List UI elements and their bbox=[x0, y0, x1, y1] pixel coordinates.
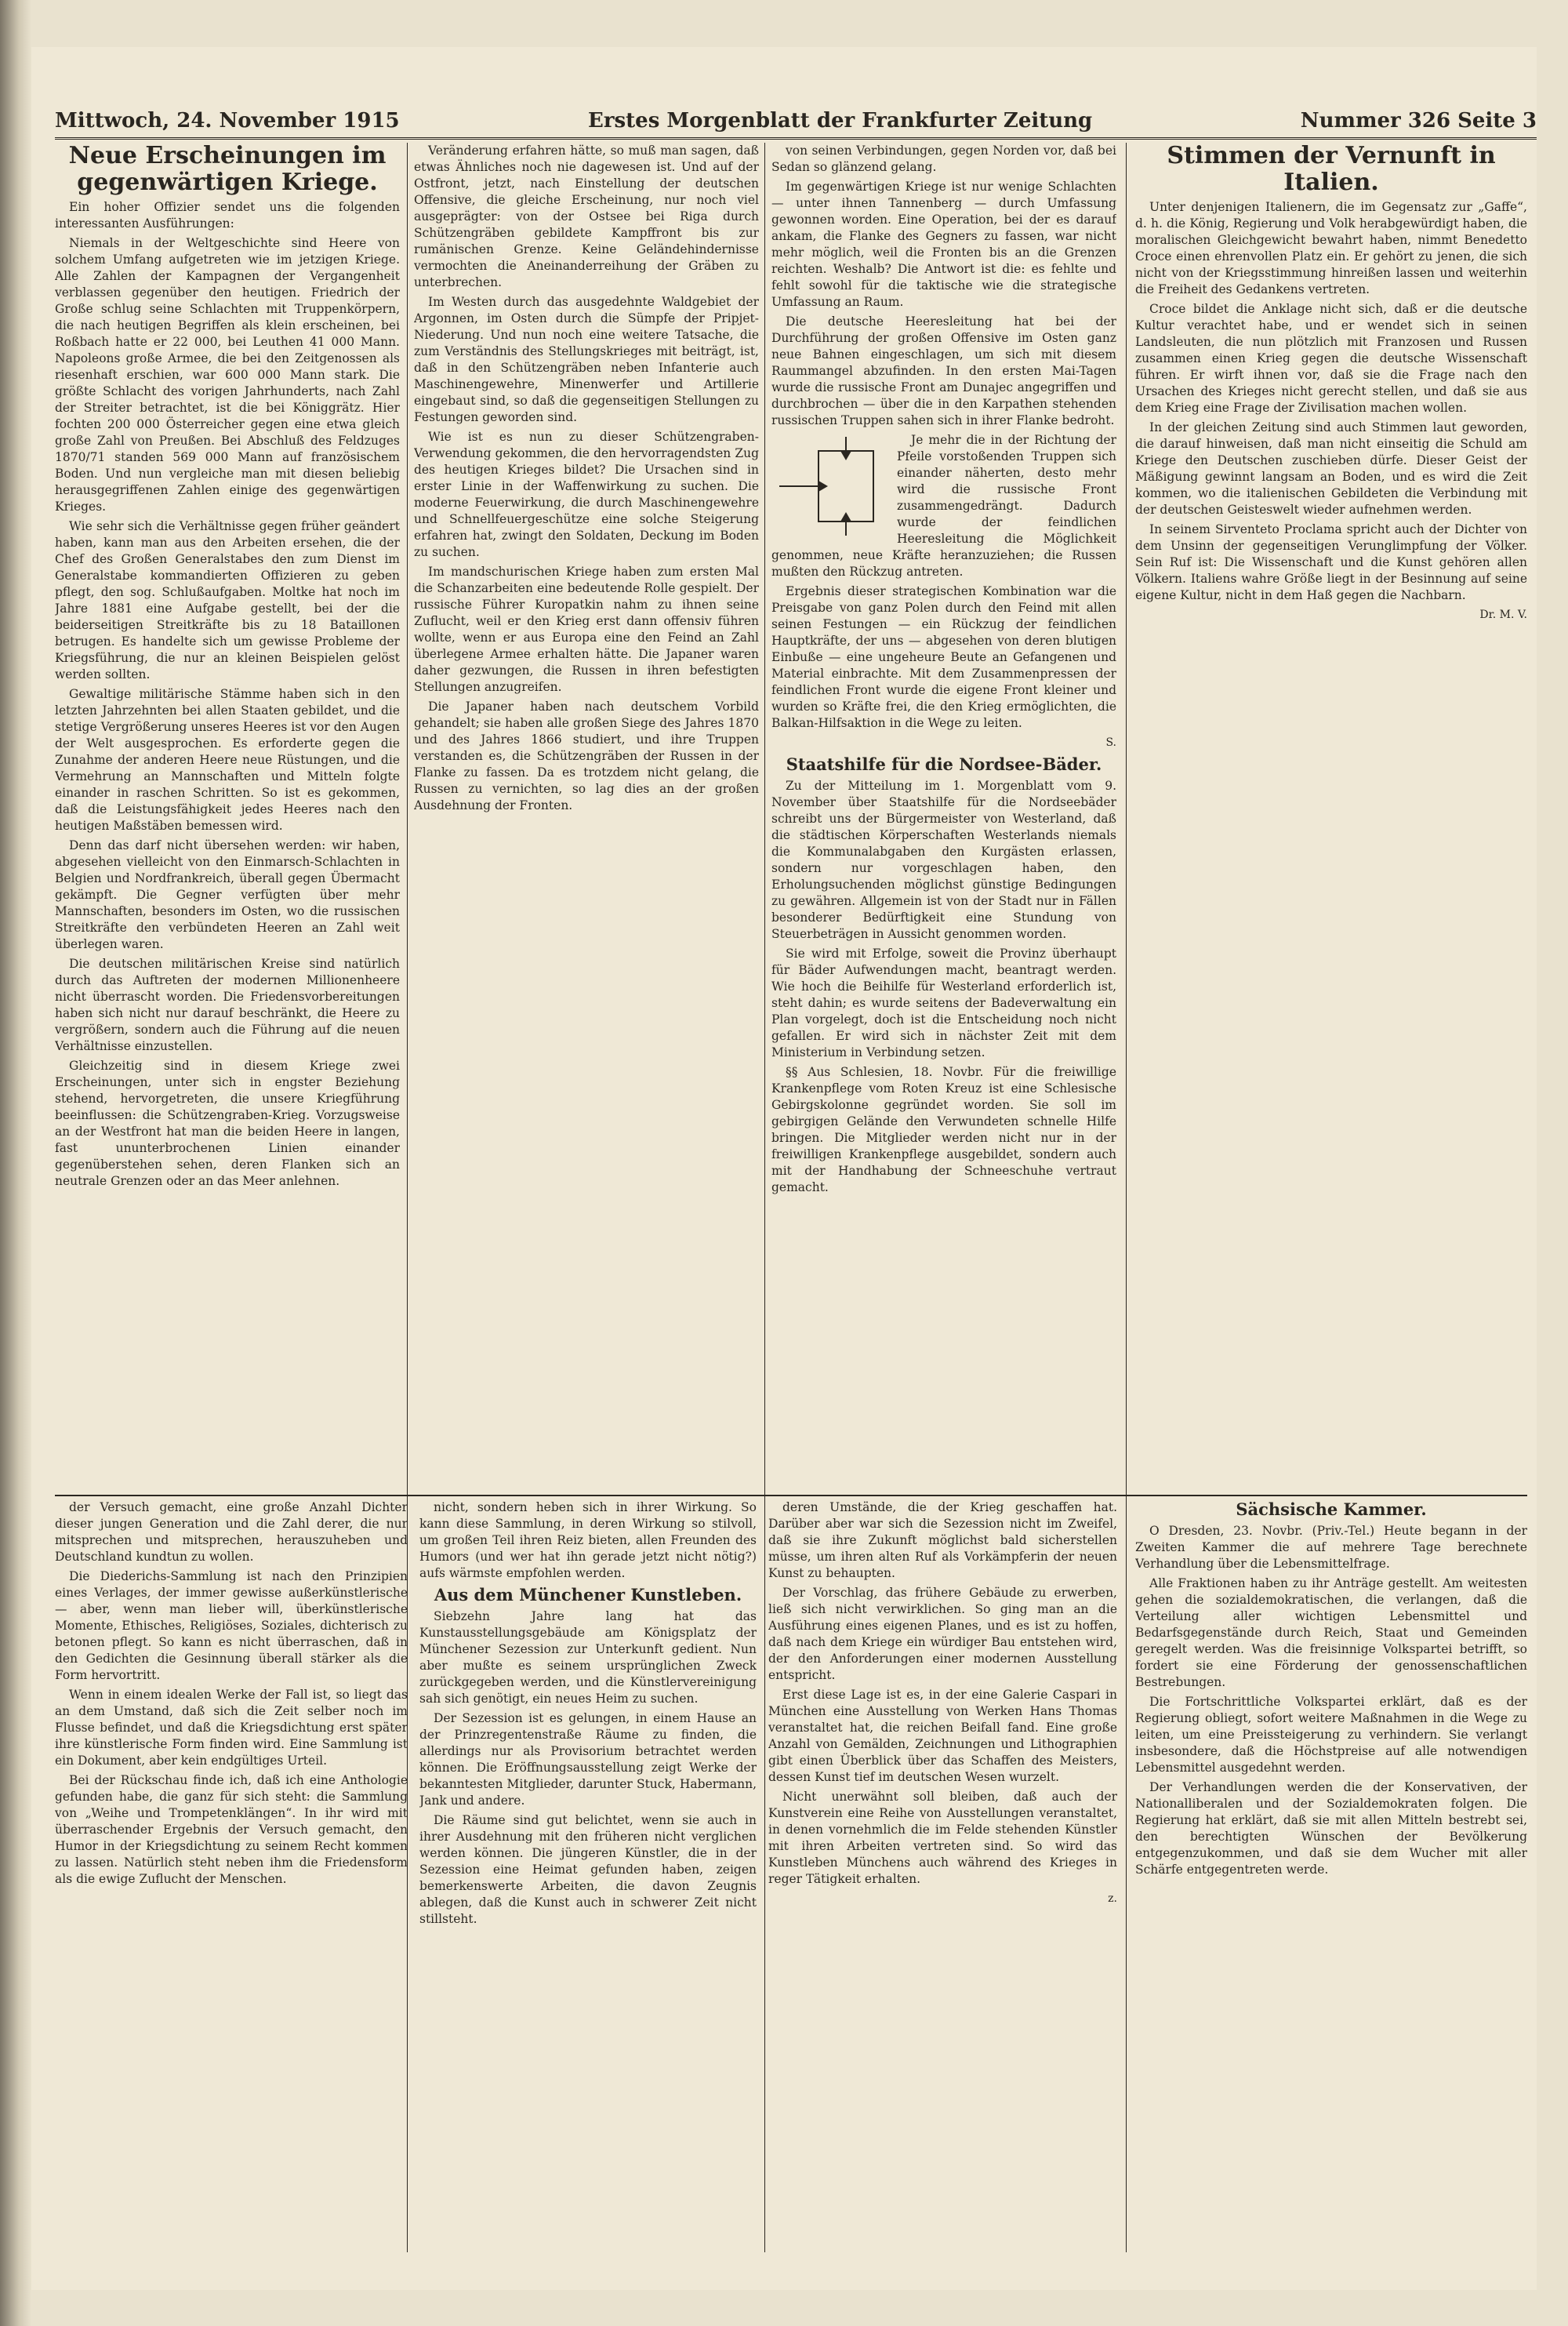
article-paragraph: Die Japaner haben nach deutschem Vorbild gehandelt; sie haben alle großen Siege des Jahres 1870 und des Jahres 1866 studiert, und ihre Truppen verstanden es, die Schützengräben der Russen in der Flanke zu fassen. Da es trotzdem nicht gelang, die Russen zu vernichten, so lag dies an der großen Ausdehnung der Fronten. bbox=[414, 700, 759, 812]
article-paragraph: Unter denjenigen Italienern, die im Gegensatz zur „Gaffe“, d. h. die König, Regierung und Volk herabgewürdigt haben, die moralischen Gleichgewicht bewahrt haben, nimmt Benedetto Croce einen ehrenvollen Platz ein. Er gehört zu jenen, die sich nicht von der Kriegsstimmung hinreißen lassen und weiterhin die Freiheit des Gedankens vertreten. bbox=[1135, 200, 1527, 296]
article-paragraph: Ein hoher Offizier sendet uns die folgenden interessanten Ausführungen: bbox=[55, 200, 400, 231]
arrow-head-icon bbox=[840, 512, 851, 522]
article-paragraph: Wie sehr sich die Verhältnisse gegen früher geändert haben, kann man aus den Arbeiten ersehen, die der Chef des Großen Generalstabes den zum Dienst im Generalstabe kommandierten Offizieren zu geben pflegt, den sog. Schlußaufgaben. Moltke hat noch im Jahre 1881 eine Aufgabe gestellt, bei der die beiderseitigen Streitkräfte bis zu 18 Bataillonen betrugen. Es handelte sich um gewisse Probleme der Kriegsführung, die nur an kleinen Beispielen gelöst werden sollten. bbox=[55, 519, 400, 681]
article-signature: S. bbox=[1105, 736, 1116, 749]
article-paragraph: Der Vorschlag, das frühere Gebäude zu erwerben, ließ sich nicht verwirklichen. So ging man an die Ausführung eines eigenen Planes, und es ist zu hoffen, daß nach dem Kriege ein würdiger Bau entstehen wird, der den Anforderungen einer modernen Ausstellung entspricht. bbox=[768, 1586, 1117, 1682]
article-paragraph: Niemals in der Weltgeschichte sind Heere von solchem Umfang aufgetreten wie im jetzigen Kriege. Alle Zahlen der Kampagnen der Vergangenheit verblassen gegenüber den heutigen. Friedrich der Große schlug seine Schlachten mit Truppenkörpern, die nach heutigen Begriffen als klein erscheinen, bei Roßbach hatte er 22 000, bei Leuthen 41 000 Mann. Napoleons große Armee, die bei den Zeitgenossen als riesenhaft erschien, war 600 000 Mann stark. Die größte Schlacht des vorigen Jahrhunderts, nach Zahl der Streiter betrachtet, ist die bei Königgrätz. Hier fochten 200 000 Österreicher gegen eine etwa gleich große Zahl von Preußen. Bei Abschluß des Feldzuges 1870/71 standen 569 000 Mann auf französischem Boden. Und nun vergleiche man mit diesen beliebig herausgegriffenen Zahlen einige des gegenwärtigen Krieges. bbox=[55, 236, 400, 514]
article-paragraph: §§ Aus Schlesien, 18. Novbr. Für die freiwillige Krankenpflege vom Roten Kreuz ist eine Schlesische Gebirgskolonne gegründet worden. Sie soll im gebirgigen Gelände den Verwundeten schnelle Hilfe bringen. Die Mitglieder werden nicht nur in der freiwilligen Krankenpflege ausgebildet, sondern auch mit der Handhabung der Schneeschuhe vertraut gemacht. bbox=[771, 1065, 1116, 1194]
header-issue: Nummer 326 Seite 3 bbox=[1300, 109, 1537, 133]
article-paragraph: Sie wird mit Erfolge, soweit die Provinz überhaupt für Bäder Aufwendungen macht, beantragt werden. Wie hoch die Beihilfe für Westerland erforderlich ist, steht dahin; es wurde seitens der Badeverwaltung ein Plan vorgelegt, doch ist die Entscheidung noch nicht gefallen. Er wird sich in nächster Zeit mit dem Ministerium in Verbindung setzen. bbox=[771, 947, 1116, 1059]
feuilleton-column-1 bbox=[55, 1499, 408, 2252]
column-rule bbox=[1126, 143, 1127, 2252]
article-paragraph: Denn das darf nicht übersehen werden: wir haben, abgesehen vielleicht von den Einmarsch-Schlachten in Belgien und Nordfrankreich, überall gegen Übermacht gekämpft. Die Gegner verfügten über mehr Mannschaften, besonders im Osten, wo die russischen Streitkräfte den verbündeten Heeren an Zahl weit überlegen waren. bbox=[55, 838, 400, 951]
article-paragraph: Die deutschen militärischen Kreise sind natürlich durch das Auftreten der modernen Millionenheere nicht überrascht worden. Die Friedensvorbereitungen haben sich nicht nur darauf beschränkt, die Heere zu vergrößern, sondern auch die Führung auf die neuen Verhältnisse einzustellen. bbox=[55, 957, 400, 1053]
strategy-diagram-svg bbox=[771, 435, 889, 537]
article-paragraph: Wenn in einem idealen Werke der Fall ist, so liegt das an dem Umstand, daß sich die Zeit selber noch im Flusse befindet, und daß die Kriegsdichtung erst später ihre künstlerische Form finden wird. Eine Sammlung ist ein Dokument, aber kein endgültiges Urteil. bbox=[55, 1688, 408, 1768]
article-paragraph: Alle Fraktionen haben zu ihr Anträge gestellt. Am weitesten gehen die sozialdemokratischen, die verlangen, daß die Verteilung aller wichtigen Lebensmittel und Bedarfsgegenstände durch Reich, Staat und Gemeinden geregelt werden. Was die freisinnige Volkspartei betrifft, so fordert sie eine Förderung der genossenschaftlichen Bestrebungen. bbox=[1135, 1576, 1527, 1689]
article-paragraph: Gleichzeitig sind in diesem Kriege zwei Erscheinungen, unter sich in engster Beziehung stehend, hervorgetreten, die unsere Kriegführung beeinflussen: die Schützengraben-Krieg. Vorzugsweise an der Westfront hat man die beiden Heere in langen, fast ununterbrochenen Linien einander gegenüberstehen sehen, deren Flanken sich an neutrale Grenzen oder an das Meer anlehnen. bbox=[55, 1059, 400, 1188]
article-paragraph: Die Räume sind gut belichtet, wenn sie auch in ihrer Ausdehnung mit den früheren nicht verglichen werden können. Die jüngeren Künstler, die in der Sezession eine Heimat gefunden haben, zeigen bemerkenswerte Arbeiten, die davon Zeugnis ablegen, daß die Kunst auch in schwerer Zeit nicht stillsteht. bbox=[419, 1813, 757, 1926]
article-paragraph: Die Fortschrittliche Volkspartei erklärt, daß es der Regierung obliegt, sofort weitere Maßnahmen in die Wege zu leiten, um eine Preissteigerung zu verhindern. Sie verlangt insbesondere, daß die Höchstpreise auf alle notwendigen Lebensmittel ausgedehnt werden. bbox=[1135, 1695, 1527, 1775]
article-paragraph: Erst diese Lage ist es, in der eine Galerie Caspari in München eine Ausstellung von Werken Hans Thomas veranstaltet hat, die reichen Beifall fand. Eine große Anzahl von Gemälden, Zeichnungen und Lithographien gibt einen Überblick über das Schaffen des Meisters, dessen Kunst tief im deutschen Wesen wurzelt. bbox=[768, 1688, 1117, 1784]
article-paragraph: In der gleichen Zeitung sind auch Stimmen laut geworden, die darauf hinweisen, daß man nicht einseitig die Schuld am Kriege den Deutschen zuschieben dürfe. Dieser Geist der Mäßigung gewinnt langsam an Boden, und es wird die Zeit kommen, wo die italienischen Gebildeten die Verbindung mit der deutschen Geisteswelt wieder aufnehmen werden. bbox=[1135, 420, 1527, 517]
article-paragraph: deren Umstände, die der Krieg geschaffen hat. Darüber aber war sich die Sezession nicht im Zweifel, daß sie ihre Zukunft möglichst bald sicherstellen müsse, um ihren alten Ruf als Vorkämpferin der neuen Kunst zu behaupten. bbox=[768, 1500, 1117, 1580]
article-paragraph: Croce bildet die Anklage nicht sich, daß er die deutsche Kultur verachtet habe, und er wendet sich in seinen Landsleuten, die nun plötzlich mit Franzosen und Russen zusammen einen Krieg gegen die deutsche Wissenschaft führen. Er wirft ihnen vor, daß sie die Frage nach den Ursachen des Krieges nicht gerecht stellen, und daß sie aus dem Krieg eine Frage der Zivilisation machen wollen. bbox=[1135, 302, 1527, 415]
article-paragraph: Die deutsche Heeresleitung hat bei der Durchführung der großen Offensive im Osten ganz neue Bahnen eingeschlagen, um sich mit diesem Raummangel abzufinden. In den ersten Mai-Tagen wurde die russische Front am Dunajec angegriffen und durchbrochen — über die in den Karpathen stehenden russischen Truppen sahen sich in ihrer Flanke bedroht. bbox=[771, 314, 1116, 427]
arrow-head-icon bbox=[818, 481, 828, 492]
article-paragraph: Veränderung erfahren hätte, so muß man sagen, daß etwas Ähnliches noch nie dagewesen ist. Und auf der Ostfront, jetzt, nach Einstellung der deutschen Offensive, die gleiche Erscheinung, nur noch viel ausgeprägter: von der Ostsee bei Riga durch Schützengräben gebildete Kampffront bis zur rumänischen Grenze. Keine Geländehindernisse vermochten die Aneinanderreihung der Gräben zu unterbrechen. bbox=[414, 144, 759, 289]
article-paragraph: Der Verhandlungen werden die der Konservativen, der Nationalliberalen und der Sozialdemokraten folgen. Die Regierung hat erklärt, daß sie mit allen Mitteln bestrebt sei, den berechtigten Wünschen der Bevölkerung entgegenzukommen, und daß sie dem Wucher mit aller Schärfe entgegentreten werde. bbox=[1135, 1780, 1527, 1877]
article-column-4 bbox=[1135, 143, 1527, 1498]
article-paragraph: O Dresden, 23. Novbr. (Priv.-Tel.) Heute begann in der Zweiten Kammer die auf mehrere Tage berechnete Verhandlung über die Lebensmittelfrage. bbox=[1135, 1524, 1527, 1571]
feuilleton-column-3 bbox=[768, 1499, 1117, 2252]
article-column-1 bbox=[55, 143, 400, 1498]
article-paragraph: Siebzehn Jahre lang hat das Kunstausstellungsgebäude am Königsplatz der Münchener Sezession zur Unterkunft gedient. Nun aber mußte es seinem ursprünglichen Zweck zurückgegeben werden, und die Künstlervereinigung sah sich genötigt, ein neues Heim zu suchen. bbox=[419, 1609, 757, 1706]
article-paragraph: In seinem Sirventeto Proclama spricht auch der Dichter von dem Unsinn der gegenseitigen Verunglimpfung der Völker. Sein Ruf ist: Die Wissenschaft und die Kunst gehören allen Völkern. Italiens wahre Größe liegt in der Besinnung auf seine eigene Kultur, nicht in dem Haß gegen die Nachbarn. bbox=[1135, 522, 1527, 602]
article-title: Staatshilfe für die Nordsee-Bäder. bbox=[786, 754, 1102, 774]
article-paragraph: der Versuch gemacht, eine große Anzahl Dichter dieser jungen Generation und die Zahl derer, die nur mitsprechen und mitsprechen, herauszuheben und Deutschland kundtun zu wollen. bbox=[55, 1500, 408, 1564]
feuilleton-column-2 bbox=[419, 1499, 757, 2252]
binding-gutter bbox=[0, 0, 31, 2326]
article-paragraph: Gewaltige militärische Stämme haben sich in den letzten Jahrzehnten bei allen Staaten gebildet, und die stetige Vergrößerung unseres Heeres ist vor den Augen der Welt ausgesprochen. Es erforderte gegen die Zunahme der anderen Heere neue Rüstungen, und die Vermehrung an Mannschaften und Mitteln folgte einander in raschen Schritten. So ist es gekommen, daß die Leistungsfähigkeit jedes Heeres nach den heutigen Maßstäben bemessen wird. bbox=[55, 687, 400, 833]
article-paragraph: Nicht unerwähnt soll bleiben, daß auch der Kunstverein eine Reihe von Ausstellungen veranstaltet, in denen vornehmlich die im Felde stehenden Künstler mit ihren Arbeiten vertreten sind. So wird das Kunstleben Münchens auch während des Krieges in reger Tätigkeit erhalten. bbox=[768, 1790, 1117, 1886]
article-paragraph: Wie ist es nun zu dieser Schützengraben-Verwendung gekommen, die den hervorragendsten Zug des heutigen Krieges bildet? Die Ursachen sind in erster Linie in der Waffenwirkung zu suchen. Die moderne Feuerwirkung, die durch Maschinengewehre und Schnellfeuergeschütze eine solche Steigerung erfahren hat, zwingt den Soldaten, Deckung im Boden zu suchen. bbox=[414, 430, 759, 559]
article-paragraph: Der Sezession ist es gelungen, in einem Hause an der Prinzregentenstraße Räume zu finden, die allerdings nur als Provisorium betrachtet werden können. Die Eröffnungsausstellung zeigt Werke der bekanntesten Mitglieder, darunter Stuck, Habermann, Jank und andere. bbox=[419, 1711, 757, 1808]
article-signature: z. bbox=[1108, 1892, 1117, 1905]
column-rule bbox=[764, 143, 765, 2252]
article-paragraph: Bei der Rückschau finde ich, daß ich eine Anthologie gefunden habe, die ganz für sich steht: die Sammlung von „Weihe und Trompetenklängen“. In ihr wird mit überraschender Ergebnis der Versuch gemacht, den Humor in der Kriegsdichtung zu seinem Recht kommen zu lassen. Natürlich steht neben ihm die Friedensform als die ewige Zuflucht der Menschen. bbox=[55, 1773, 408, 1886]
article-paragraph: Zu der Mitteilung im 1. Morgenblatt vom 9. November über Staatshilfe für die Nordseebäder schreibt uns der Bürgermeister von Westerland, daß die städtischen Körperschaften Westerlands niemals die Kommunalabgaben den Kurgästen erlassen, sondern nur vorgeschlagen haben, den Erholungsuchenden möglichst günstige Bedingungen zu gewähren. Allgemein ist von der Stadt nur in Fällen besonderer Bedürftigkeit eine Stundung von Steuerbeträgen in Aussicht genommen worden. bbox=[771, 779, 1116, 941]
article-paragraph: Je mehr die in der Richtung der Pfeile vorstoßenden Truppen sich einander näherten, desto mehr wird die russische Front zusammengedrängt. Dadurch wurde der feindlichen Heeresleitung die Möglichkeit genommen, neue Kräfte heranzuziehen; die Russen mußten den Rückzug antreten. bbox=[771, 433, 1116, 579]
article-paragraph: Die Diederichs-Sammlung ist nach den Prinzipien eines Verlages, der immer gewisse außerkünstlerische — aber, wenn man lieber will, überkünstlerische Momente, Ethisches, Religiöses, Soziales, dichterisch zu betonen pflegt. So kann es nicht überraschen, daß in den Gedichten die Gesinnung überall stärker als die Form hervortritt. bbox=[55, 1569, 408, 1682]
page-header bbox=[55, 106, 1537, 140]
article-title: Stimmen der Vernunft in Italien. bbox=[1167, 143, 1496, 196]
article-paragraph: Im Westen durch das ausgedehnte Waldgebiet der Argonnen, im Osten durch die Sümpfe der Pripjet-Niederung. Und nun noch eine weitere Tatsache, die zum Verständnis des Stellungskrieges mit beiträgt, ist, daß in den Schützengräben neben Infanterie auch Maschinengewehre, Minenwerfer und Artillerie eingebaut sind, so daß die gegenseitigen Stellungen zu Festungen geworden sind. bbox=[414, 295, 759, 424]
article-title: Aus dem Münchener Kunstleben. bbox=[434, 1585, 742, 1605]
article-paragraph: nicht, sondern heben sich in ihrer Wirkung. So kann diese Sammlung, in deren Wirkung so stilvoll, um großen Teil ihren Reiz bieten, allen Freunden des Humors (und wer hat ihn gerade jetzt nicht nötig?) aufs wärmste empfohlen werden. bbox=[419, 1500, 757, 1580]
article-paragraph: Im gegenwärtigen Kriege ist nur wenige Schlachten — unter ihnen Tannenberg — durch Umfassung gewonnen worden. Eine Operation, bei der es darauf ankam, die Flanke des Gegners zu fassen, war nicht mehr möglich, weil die Fronten bis an die Grenzen reichten. Weshalb? Die Antwort ist die: es fehlte und fehlt sowohl für die taktische wie die strategische Umfassung an Raum. bbox=[771, 180, 1116, 309]
arrow-head-icon bbox=[840, 451, 851, 460]
article-column-2 bbox=[414, 143, 759, 1498]
article-title: Sächsische Kammer. bbox=[1236, 1499, 1427, 1519]
article-column-3 bbox=[771, 143, 1116, 1498]
article-paragraph: Im mandschurischen Kriege haben zum ersten Mal die Schanzarbeiten eine bedeutende Rolle gespielt. Der russische Führer Kuropatkin nahm zu ihnen seine Zuflucht, weil er den Krieg erst dann offensiv führen wollte, wenn er aus Europa eine den Feind an Zahl überlegene Armee erhalten hätte. Die Japaner waren daher gezwungen, die Russen in ihren befestigten Stellungen anzugreifen. bbox=[414, 565, 759, 694]
article-title: Neue Erscheinungen im gegenwärtigen Kriege. bbox=[68, 143, 387, 196]
header-date: Mittwoch, 24. November 1915 bbox=[55, 109, 400, 133]
article-signature: Dr. M. V. bbox=[1479, 609, 1527, 621]
strategy-diagram bbox=[771, 435, 889, 537]
header-paper-title: Erstes Morgenblatt der Frankfurter Zeitung bbox=[588, 109, 1093, 133]
feuilleton-column-4 bbox=[1135, 1499, 1527, 2252]
article-paragraph: Ergebnis dieser strategischen Kombination war die Preisgabe von ganz Polen durch den Feind mit allen seinen Festungen — ein Rückzug der feindlichen Hauptkräfte, der uns — abgesehen von deren blutigen Einbuße — eine ungeheure Beute an Gefangenen und Material einbrachte. Mit dem Zusammenpressen der feindlichen Front wurde die eigene Front kleiner und wurden so Kräfte frei, die den Krieg ermöglichten, die Balkan-Hilfsaktion in die Wege zu leiten. bbox=[771, 584, 1116, 730]
article-paragraph: von seinen Verbindungen, gegen Norden vor, daß bei Sedan so glänzend gelang. bbox=[771, 144, 1116, 174]
